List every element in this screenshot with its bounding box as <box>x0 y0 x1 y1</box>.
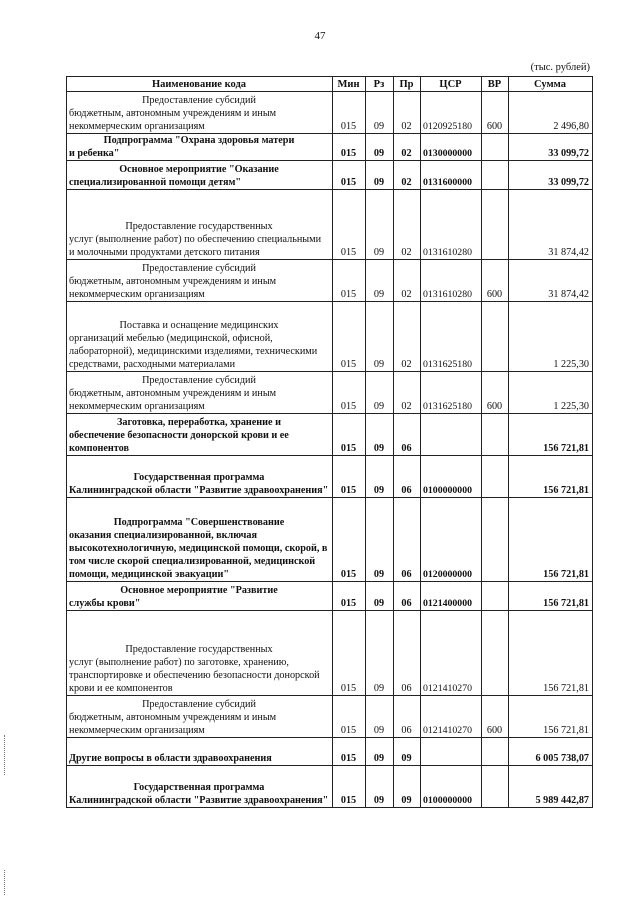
row-name-continuation: бюджетным, автономным учреждениям и иным некоммерческим организациям <box>69 712 277 736</box>
margin-mark <box>4 735 7 775</box>
row-pr: 02 <box>394 372 421 414</box>
row-rz: 09 <box>366 134 394 161</box>
row-min: 015 <box>333 134 366 161</box>
row-pr: 06 <box>394 414 421 456</box>
row-name <box>67 260 333 302</box>
row-sum: 156 721,81 <box>509 696 593 738</box>
row-name-first-line: Предоставление субсидий <box>142 95 256 106</box>
row-vr <box>482 134 509 161</box>
row-name <box>67 92 333 134</box>
row-name <box>67 414 333 456</box>
row-name-continuation: бюджетным, автономным учреждениям и иным некоммерческим организациям <box>69 276 277 300</box>
row-pr: 06 <box>394 696 421 738</box>
row-sum: 6 005 738,07 <box>509 738 593 766</box>
row-rz: 09 <box>366 372 394 414</box>
row-sum: 156 721,81 <box>509 498 593 582</box>
row-name-continuation: и ребенка" <box>69 148 120 159</box>
table-row <box>67 582 593 611</box>
units-label: (тыс. рублей) <box>530 62 590 73</box>
row-vr <box>482 414 509 456</box>
table-row <box>67 414 593 456</box>
row-name-continuation: Калининградской области "Развитие здравоохранения" <box>69 795 329 806</box>
row-csr <box>421 414 482 456</box>
row-rz: 09 <box>366 696 394 738</box>
row-csr: 0100000000 <box>421 456 482 498</box>
row-min: 015 <box>333 456 366 498</box>
row-sum: 156 721,81 <box>509 611 593 696</box>
row-vr <box>482 190 509 260</box>
row-name <box>67 161 333 190</box>
row-min: 015 <box>333 414 366 456</box>
row-name-continuation: обеспечение безопасности донорской крови и ее компонентов <box>69 430 289 454</box>
row-min: 015 <box>333 611 366 696</box>
row-name-first-line: Предоставление государственных <box>125 221 273 232</box>
row-csr: 0131610280 <box>421 260 482 302</box>
row-name <box>67 456 333 498</box>
row-pr: 02 <box>394 92 421 134</box>
row-min: 015 <box>333 92 366 134</box>
row-rz: 09 <box>366 456 394 498</box>
row-vr <box>482 161 509 190</box>
row-sum: 2 496,80 <box>509 92 593 134</box>
row-name-first-line: Подпрограмма "Совершенствование <box>113 517 285 528</box>
row-csr: 0120000000 <box>421 498 482 582</box>
header-vr: ВР <box>482 77 509 92</box>
row-sum: 33 099,72 <box>509 134 593 161</box>
row-rz: 09 <box>366 92 394 134</box>
row-min: 015 <box>333 766 366 808</box>
row-pr: 06 <box>394 611 421 696</box>
row-csr: 0100000000 <box>421 766 482 808</box>
row-name-continuation: услуг (выполнение работ) по обеспечению специальными и молочными продуктами детского питания <box>69 234 322 258</box>
row-rz: 09 <box>366 190 394 260</box>
row-name-first-line: Предоставление субсидий <box>142 263 256 274</box>
row-csr <box>421 738 482 766</box>
row-vr: 600 <box>482 92 509 134</box>
row-name-continuation: бюджетным, автономным учреждениям и иным некоммерческим организациям <box>69 388 277 412</box>
row-rz: 09 <box>366 414 394 456</box>
row-name <box>67 302 333 372</box>
row-name-first-line: Основное мероприятие "Оказание <box>119 164 279 175</box>
row-name-first-line: Предоставление субсидий <box>142 375 256 386</box>
row-sum: 5 989 442,87 <box>509 766 593 808</box>
row-name <box>67 190 333 260</box>
row-pr: 02 <box>394 134 421 161</box>
row-vr <box>482 766 509 808</box>
row-sum: 156 721,81 <box>509 414 593 456</box>
row-sum: 156 721,81 <box>509 582 593 611</box>
row-name <box>67 372 333 414</box>
row-pr: 09 <box>394 738 421 766</box>
row-pr: 09 <box>394 766 421 808</box>
row-min: 015 <box>333 582 366 611</box>
row-name-first-line: Заготовка, переработка, хранение и <box>116 417 281 428</box>
row-name-continuation: службы крови" <box>69 598 141 609</box>
row-csr: 0131625180 <box>421 302 482 372</box>
row-name <box>67 611 333 696</box>
row-name-continuation: бюджетным, автономным учреждениям и иным некоммерческим организациям <box>69 108 277 132</box>
row-csr: 0121410270 <box>421 611 482 696</box>
table-row <box>67 696 593 738</box>
row-pr: 02 <box>394 260 421 302</box>
row-csr: 0121410270 <box>421 696 482 738</box>
row-min: 015 <box>333 190 366 260</box>
row-rz: 09 <box>366 498 394 582</box>
row-name-first-line: Предоставление государственных <box>125 644 273 655</box>
row-sum: 1 225,30 <box>509 372 593 414</box>
row-name <box>67 498 333 582</box>
row-vr <box>482 582 509 611</box>
table-body <box>67 92 593 808</box>
row-name-first-line: Основное мероприятие "Развитие <box>120 585 278 596</box>
row-name-first-line: Государственная программа <box>133 472 265 483</box>
row-vr <box>482 611 509 696</box>
row-pr: 02 <box>394 190 421 260</box>
header-rz: Рз <box>366 77 394 92</box>
row-pr: 06 <box>394 498 421 582</box>
row-name-first-line: Другие вопросы в области здравоохранения <box>69 753 272 764</box>
header-sum: Сумма <box>509 77 593 92</box>
row-pr: 06 <box>394 456 421 498</box>
row-rz: 09 <box>366 260 394 302</box>
row-pr: 06 <box>394 582 421 611</box>
row-name <box>67 582 333 611</box>
row-name-first-line: Подпрограмма "Охрана здоровья матери <box>103 135 295 146</box>
row-vr <box>482 738 509 766</box>
table-row <box>67 611 593 696</box>
row-min: 015 <box>333 161 366 190</box>
row-rz: 09 <box>366 161 394 190</box>
header-name: Наименование кода <box>67 77 333 92</box>
row-csr: 0131625180 <box>421 372 482 414</box>
table-row <box>67 498 593 582</box>
row-sum: 31 874,42 <box>509 190 593 260</box>
row-csr: 0120925180 <box>421 92 482 134</box>
row-name-continuation: специализированной помощи детям" <box>69 177 242 188</box>
table-row <box>67 134 593 161</box>
row-vr <box>482 456 509 498</box>
row-min: 015 <box>333 696 366 738</box>
row-name-continuation: организаций мебелью (медицинской, офисной, лабораторной), медицинскими изделиями, техническими средствами, расходными материалами <box>69 333 318 370</box>
margin-mark <box>4 870 7 895</box>
row-csr: 0131610280 <box>421 190 482 260</box>
table-row <box>67 92 593 134</box>
row-csr: 0130000000 <box>421 134 482 161</box>
row-vr: 600 <box>482 372 509 414</box>
row-name <box>67 696 333 738</box>
row-min: 015 <box>333 372 366 414</box>
row-rz: 09 <box>366 302 394 372</box>
row-pr: 02 <box>394 161 421 190</box>
row-pr: 02 <box>394 302 421 372</box>
row-vr: 600 <box>482 696 509 738</box>
header-csr: ЦСР <box>421 77 482 92</box>
row-vr: 600 <box>482 260 509 302</box>
row-name-first-line: Поставка и оснащение медицинских <box>119 320 279 331</box>
table-row <box>67 260 593 302</box>
table-header-row <box>67 77 593 92</box>
page-number: 47 <box>314 30 326 42</box>
row-name <box>67 766 333 808</box>
row-name-continuation: услуг (выполнение работ) по заготовке, хранению, транспортировке и обеспечению безопасности донорской крови и ее компонентов <box>69 657 320 694</box>
table-row <box>67 738 593 766</box>
row-vr <box>482 302 509 372</box>
row-sum: 156 721,81 <box>509 456 593 498</box>
row-name-continuation: оказания специализированной, включая высокотехнологичную, медицинской помощи, скорой, в том числе скорой специализированной, медицинской помощи, медицинской эвакуации" <box>69 530 328 580</box>
row-sum: 1 225,30 <box>509 302 593 372</box>
row-min: 015 <box>333 302 366 372</box>
row-sum: 33 099,72 <box>509 161 593 190</box>
table-row <box>67 456 593 498</box>
row-name <box>67 134 333 161</box>
row-name-first-line: Предоставление субсидий <box>142 699 256 710</box>
table-row <box>67 302 593 372</box>
row-rz: 09 <box>366 766 394 808</box>
row-rz: 09 <box>366 738 394 766</box>
row-rz: 09 <box>366 582 394 611</box>
table-row <box>67 161 593 190</box>
header-pr: Пр <box>394 77 421 92</box>
row-name-first-line: Государственная программа <box>133 782 265 793</box>
table-row <box>67 372 593 414</box>
row-sum: 31 874,42 <box>509 260 593 302</box>
budget-table <box>66 76 593 808</box>
header-min: Мин <box>333 77 366 92</box>
row-name-continuation: Калининградской области "Развитие здравоохранения" <box>69 485 329 496</box>
row-min: 015 <box>333 738 366 766</box>
row-min: 015 <box>333 498 366 582</box>
row-rz: 09 <box>366 611 394 696</box>
table-row <box>67 190 593 260</box>
row-min: 015 <box>333 260 366 302</box>
row-csr: 0131600000 <box>421 161 482 190</box>
table-row <box>67 766 593 808</box>
row-csr: 0121400000 <box>421 582 482 611</box>
row-name <box>67 738 333 766</box>
row-vr <box>482 498 509 582</box>
